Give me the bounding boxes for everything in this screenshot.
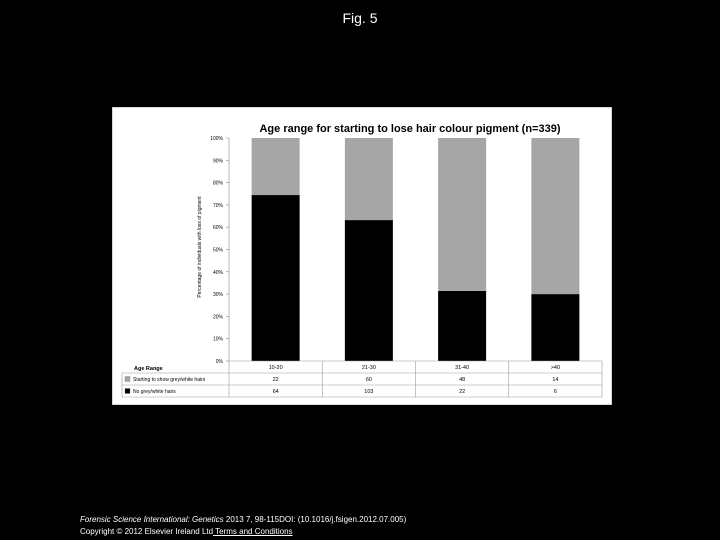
bar-segment <box>345 220 393 361</box>
legend-swatch <box>125 389 130 394</box>
data-label: 103 <box>364 389 374 395</box>
bar-segment <box>438 138 486 291</box>
y-tick-label: 40% <box>212 269 223 276</box>
data-label: 14 <box>552 377 559 383</box>
legend-label: Starting to show grey/white hairs <box>133 377 206 383</box>
y-tick-label: 10% <box>212 336 223 343</box>
terms-link[interactable]: Terms and Conditions <box>213 527 293 536</box>
y-tick-label: 100% <box>210 136 223 142</box>
legend-swatch <box>125 377 130 382</box>
y-axis-label: Percentage of individuals with loss of pigment <box>197 196 203 298</box>
journal-name: Forensic Science International: Genetics <box>80 515 224 524</box>
y-tick-label: 30% <box>212 292 223 299</box>
data-label: 60 <box>365 377 372 383</box>
category-label: 10-20 <box>268 365 283 371</box>
category-label: 21-30 <box>361 365 376 371</box>
chart-figure <box>112 107 612 405</box>
bar-segment <box>438 291 486 361</box>
data-label: 22 <box>272 377 279 383</box>
slide-title: Fig. 5 <box>342 10 378 26</box>
data-label: 22 <box>459 389 466 395</box>
y-tick-label: 80% <box>212 180 223 187</box>
bar-segment <box>252 195 300 361</box>
citation-text: 2013 7, 98-115DOI: (10.1016/j.fsigen.2012.07.005) <box>223 515 407 524</box>
data-label: 64 <box>272 389 279 395</box>
chart-title: Age range for starting to lose hair colour pigment (n=339) <box>259 123 561 135</box>
stacked-bar-chart <box>112 107 612 405</box>
bar-segment <box>531 138 579 294</box>
y-tick-label: 70% <box>212 202 223 209</box>
x-axis-label: Age Range <box>134 366 163 372</box>
category-label: 31-40 <box>455 365 470 371</box>
legend-label: No grey/white hairs <box>133 389 176 395</box>
bar-segment <box>252 138 300 195</box>
copyright-text: Copyright © 2012 Elsevier Ireland Ltd <box>80 527 214 536</box>
bar-segment <box>531 294 579 361</box>
citation-footer <box>80 514 406 538</box>
data-label: 6 <box>553 389 557 395</box>
y-tick-label: 60% <box>212 225 223 232</box>
y-tick-label: 50% <box>212 247 223 254</box>
y-tick-label: 0% <box>215 359 223 365</box>
y-tick-label: 20% <box>212 314 223 321</box>
category-label: >40 <box>550 365 561 371</box>
data-label: 48 <box>459 377 466 383</box>
y-tick-label: 90% <box>212 158 223 165</box>
bar-segment <box>345 138 393 220</box>
